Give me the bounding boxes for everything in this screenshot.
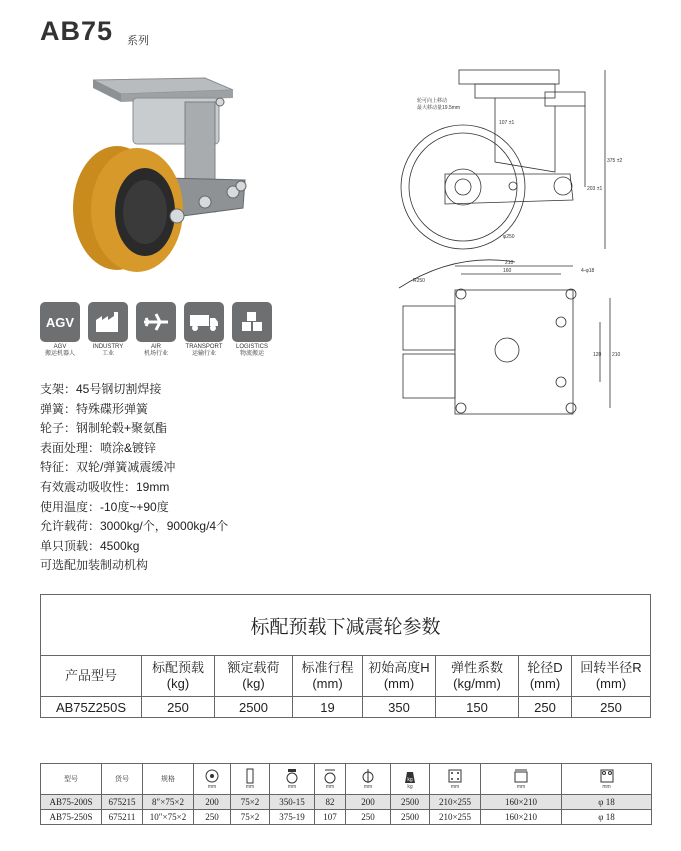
industry-transport: TRANSPORT 运输行业	[180, 302, 228, 358]
spec-item: 表面处理：喷涂&镀锌	[40, 440, 157, 455]
spec-item: 使用温度：-10度~+90度	[40, 499, 169, 514]
spec-item: 弹簧：特殊碟形弹簧	[40, 401, 149, 416]
header-cell: 货号	[102, 764, 143, 795]
table-row: AB75-200S 675215 8″×75×2 200 75×2 350-15 82 200 2500 210×255 160×210 φ 18	[41, 795, 652, 810]
spec-list	[40, 380, 228, 576]
spec-item: 可选配加装制动机构	[40, 558, 149, 573]
wheel-width-icon: mm	[231, 764, 270, 795]
weight-icon: kg kg	[391, 764, 430, 795]
dim-120: 120	[593, 352, 602, 358]
note-line1: 轮可向上移动	[417, 98, 448, 104]
model-table	[40, 763, 652, 825]
table-caption: 标配预载下减震轮参数	[41, 595, 651, 656]
note-line2: 最大移动量19.5mm	[417, 105, 461, 111]
caster-photo	[55, 68, 255, 283]
dim-phi250: φ250	[503, 234, 515, 240]
dim-210: 210	[505, 260, 514, 266]
header-cell: 产品型号	[41, 656, 142, 697]
header-cell: 额定载荷 (kg)	[215, 656, 293, 697]
dim-160: 160	[503, 268, 512, 274]
header-cell: 规格	[143, 764, 194, 795]
header-cell: 轮径D (mm)	[519, 656, 572, 697]
table-row: AB75Z250S 250 2500 19 350 150 250 250	[41, 697, 651, 718]
header-cell: 回转半径R (mm)	[572, 656, 651, 697]
boxes-icon	[232, 302, 272, 342]
spec-item: 支架：45号钢切割焊接	[40, 382, 162, 396]
agv-icon: AGV	[40, 302, 80, 342]
parameter-table	[40, 594, 651, 718]
table-row: AB75-250S 675211 10″×75×2 250 75×2 375-19 107 250 2500 210×255 160×210 φ 18	[41, 810, 652, 825]
industry-agv: AGV AGV 搬运机器人	[36, 302, 84, 358]
product-title: AB75	[40, 16, 114, 46]
header-cell: 初始高度H (mm)	[363, 656, 436, 697]
height-icon: mm	[270, 764, 315, 795]
header-cell: 标准行程 (mm)	[293, 656, 363, 697]
industry-air: AIR 机场行业	[132, 302, 180, 358]
dim-107: 107 ±1	[499, 120, 515, 126]
dim-375: 375 ±2	[607, 158, 623, 164]
header-cell: 弹性系数 (kg/mm)	[436, 656, 519, 697]
bolt-hole-icon: mm	[562, 764, 652, 795]
wheel-profile-icon: mm	[346, 764, 391, 795]
header-cell: 标配预载 (kg)	[142, 656, 215, 697]
dim-4phi18: 4-φ18	[581, 268, 595, 274]
offset-icon: mm	[315, 764, 346, 795]
spec-item: 允许载荷：3000kg/个，9000kg/4个	[40, 519, 229, 534]
factory-icon	[88, 302, 128, 342]
industry-industry: INDUSTRY 工业	[84, 302, 132, 358]
model-table-header	[41, 764, 652, 795]
wheel-diameter-icon: mm	[194, 764, 231, 795]
spec-item: 轮子：钢制轮毂+聚氨酯	[40, 421, 168, 436]
series-label: 系列	[127, 35, 149, 47]
top-view-drawing	[395, 258, 625, 428]
dim-210v: 210	[612, 352, 621, 358]
industry-logistics: LOGISTICS 物流搬运	[228, 302, 276, 358]
dim-203: 203 ±1	[587, 186, 603, 192]
svg-text:kg: kg	[407, 777, 413, 783]
spec-item: 特征：双轮/弹簧减震缓冲	[40, 460, 176, 475]
spec-item: 有效震动吸收性：19mm	[40, 479, 170, 494]
dim-r250: R250	[413, 278, 425, 284]
side-view-drawing	[395, 62, 625, 262]
truck-icon	[184, 302, 224, 342]
header-cell: 型号	[41, 764, 102, 795]
plate-size-icon: mm	[430, 764, 481, 795]
spec-item: 单只顶载：4500kg	[40, 538, 140, 553]
airplane-icon	[136, 302, 176, 342]
bolt-spacing-icon: mm	[481, 764, 562, 795]
table-header-row	[41, 656, 651, 697]
